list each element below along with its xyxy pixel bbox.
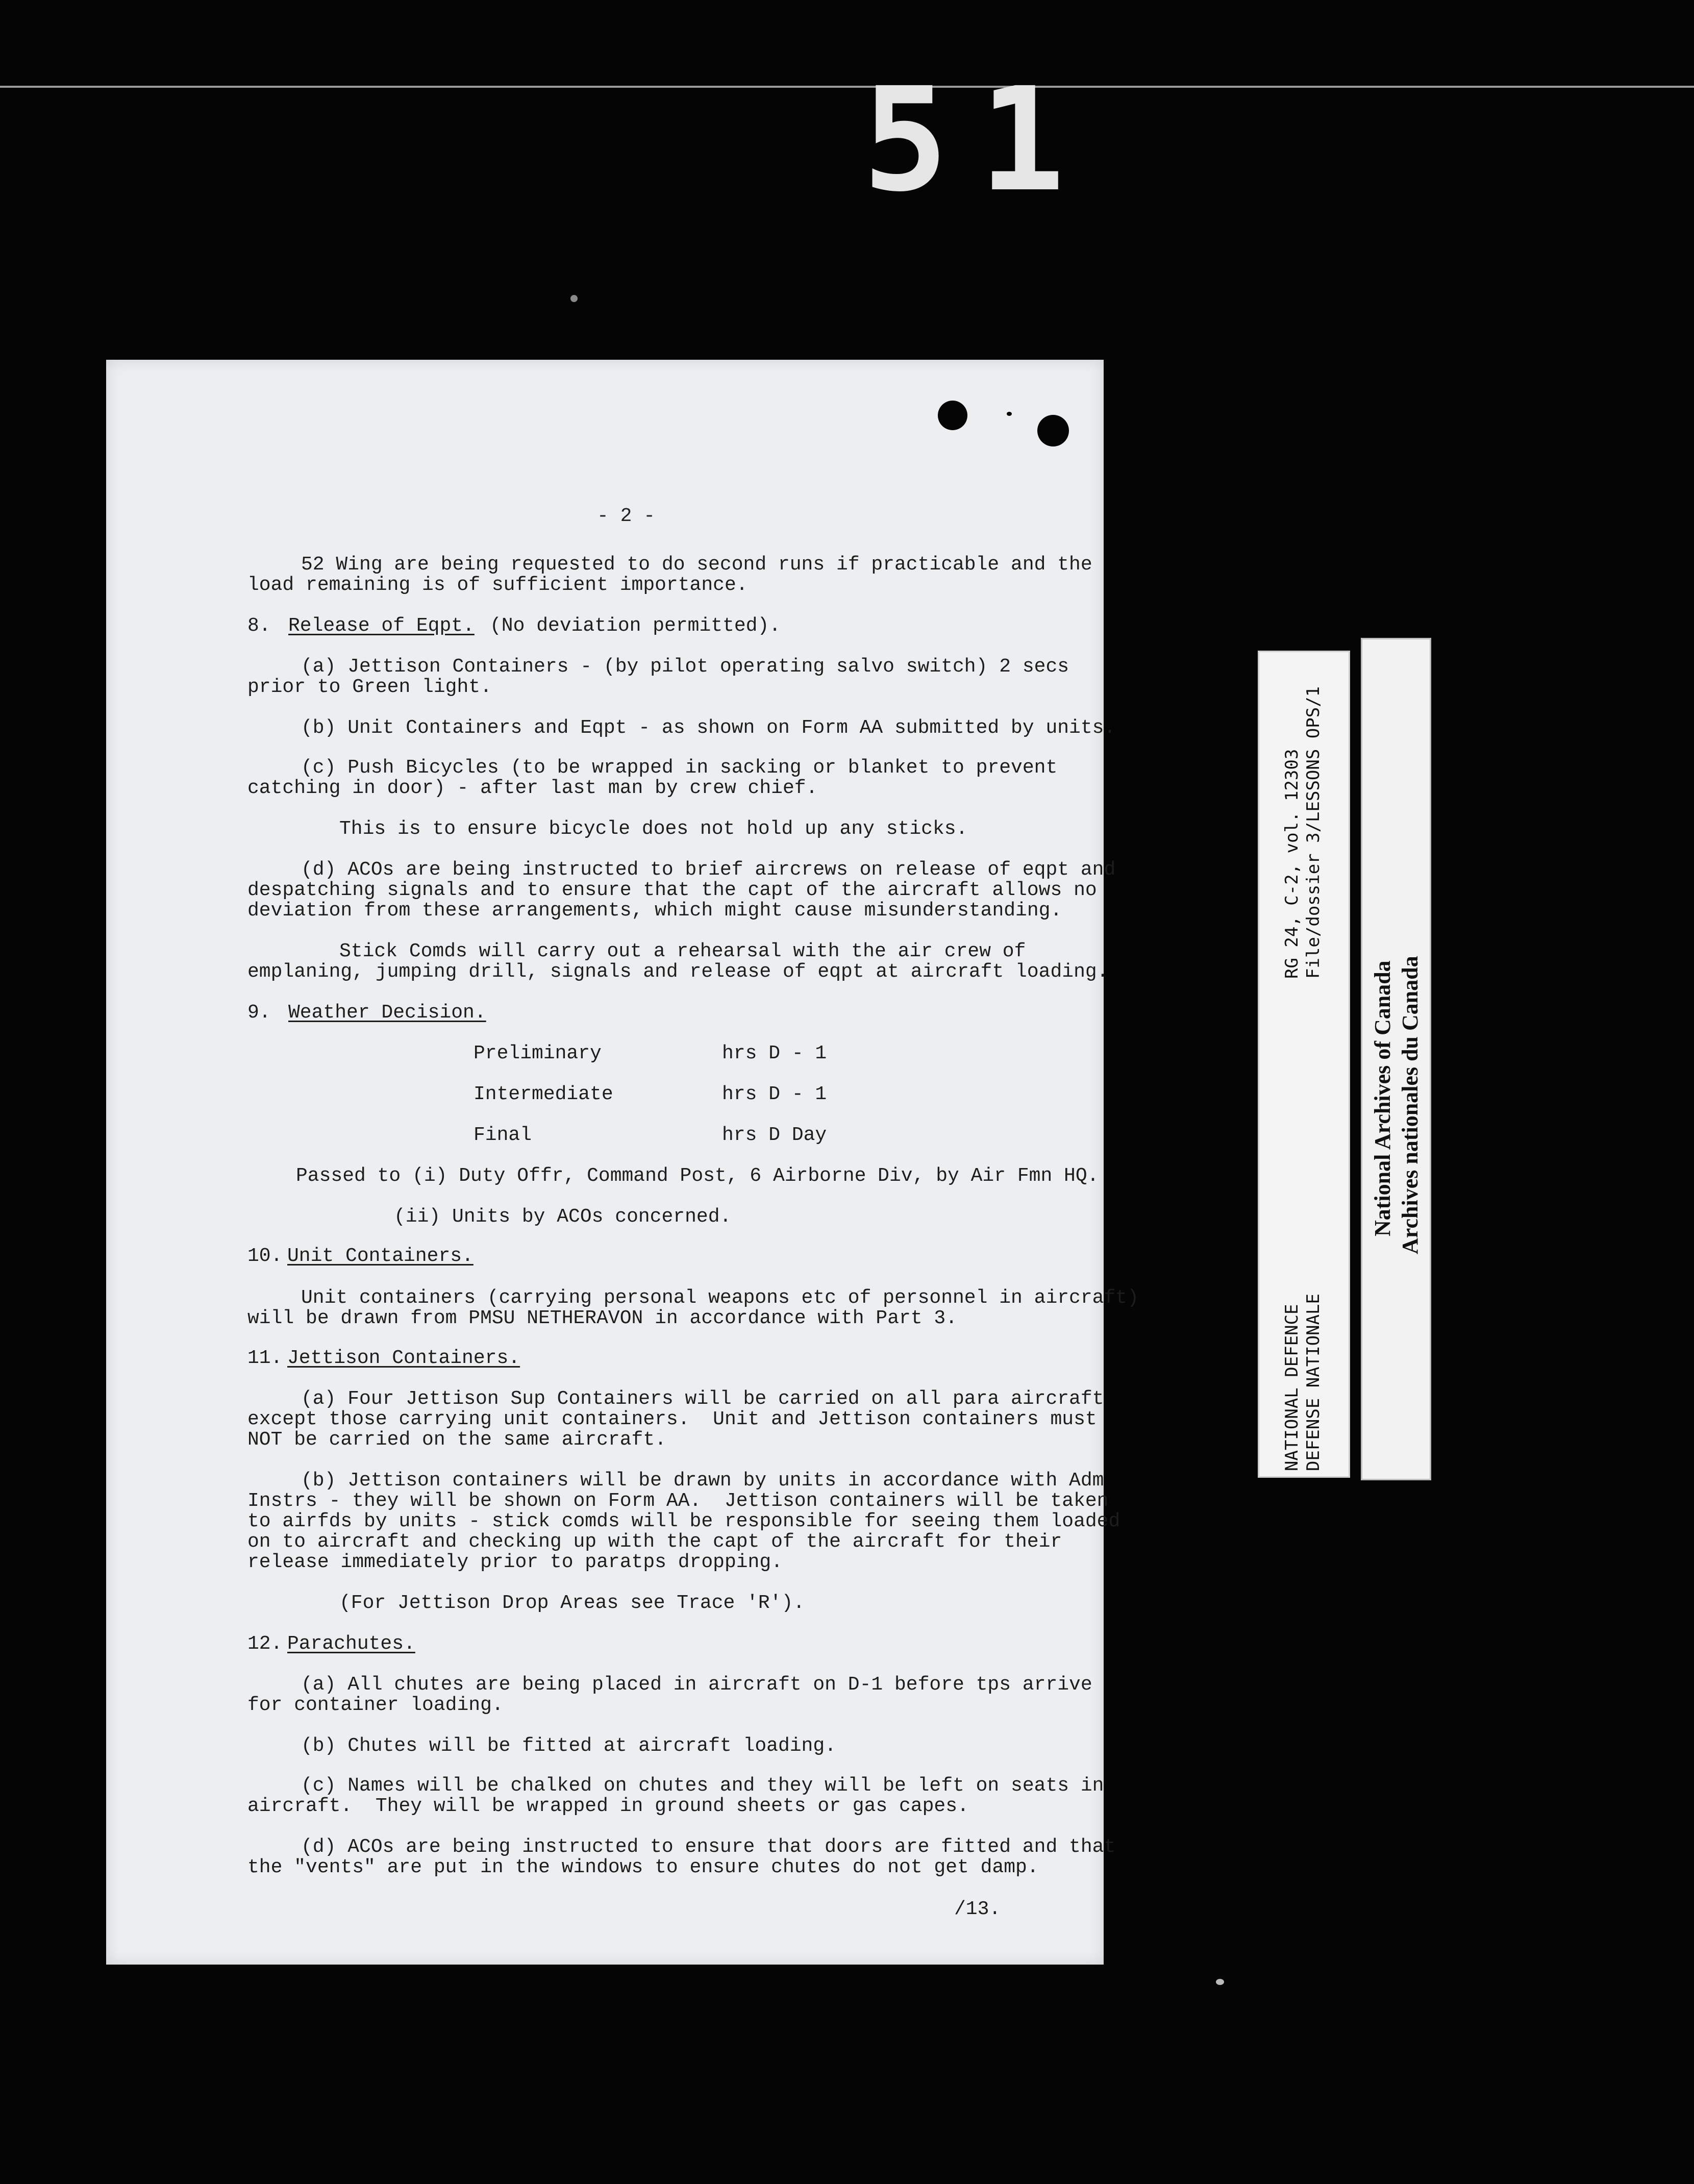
document-line: hrs D Day [722, 1124, 827, 1146]
document-line: Passed to (i) Duty Offr, Command Post, 6 Airborne Div, by Air Fmn HQ. [296, 1165, 1099, 1187]
document-line: (b) Jettison containers will be drawn by units in accordance with Adm [301, 1470, 1104, 1492]
document-line: Weather Decision. [288, 1002, 486, 1024]
document-line: load remaining is of sufficient importance. [247, 574, 748, 596]
document-line: (d) ACOs are being instructed to ensure that doors are fitted and that [301, 1836, 1116, 1858]
archive-label-reference [1258, 651, 1350, 1478]
document-line: the "vents" are put in the windows to ensure chutes do not get damp. [247, 1856, 1039, 1878]
document-line: (d) ACOs are being instructed to brief aircrews on release of eqpt and [301, 859, 1116, 881]
department-fr: DEFENSE NATIONALE [1303, 1294, 1324, 1471]
document-line: for container loading. [247, 1694, 504, 1716]
document-line: will be drawn from PMSU NETHERAVON in accordance with Part 3. [247, 1307, 958, 1329]
document-line: 11. [247, 1347, 283, 1369]
document-line: release immediately prior to paratps dropping. [247, 1551, 783, 1573]
archives-name-fr: Archives nationales du Canada [1398, 956, 1423, 1254]
page-number: - 2 - [597, 505, 656, 527]
document-line: (a) All chutes are being placed in aircraft on D-1 before tps arrive [301, 1674, 1092, 1696]
document-line: (c) Push Bicycles (to be wrapped in sacking or blanket to prevent [301, 757, 1058, 779]
document-line: catching in door) - after last man by crew chief. [247, 777, 818, 799]
document-line: NOT be carried on the same aircraft. [247, 1429, 666, 1451]
document-line: (No deviation permitted). [490, 615, 781, 637]
document-line: (ii) Units by ACOs concerned. [394, 1206, 732, 1228]
document-line: hrs D - 1 [722, 1083, 827, 1105]
document-line: Jettison Containers. [287, 1347, 520, 1369]
document-line: Unit Containers. [287, 1245, 474, 1267]
document-line: prior to Green light. [247, 676, 492, 698]
document-line: 10. [247, 1245, 283, 1267]
document-line: (a) Jettison Containers - (by pilot operating salvo switch) 2 secs [301, 656, 1069, 678]
document-line: hrs D - 1 [722, 1043, 827, 1064]
document-line: 52 Wing are being requested to do second runs if practicable and the [301, 554, 1092, 576]
archives-name-en: National Archives of Canada [1370, 960, 1395, 1236]
document-line: (b) Unit Containers and Eqpt - as shown on Form AA submitted by units. [301, 717, 1116, 739]
document-line: Preliminary [474, 1043, 602, 1064]
document-line: Release of Eqpt. [288, 615, 475, 637]
document-line: (For Jettison Drop Areas see Trace 'R'). [339, 1592, 805, 1614]
department-en: NATIONAL DEFENCE [1282, 1304, 1302, 1471]
document-line: Final [474, 1124, 532, 1146]
document-line: (b) Chutes will be fitted at aircraft loading. [301, 1735, 836, 1757]
archive-file: File/dossier 3/LESSONS OPS/1 [1303, 686, 1324, 979]
document-line: Parachutes. [287, 1633, 415, 1655]
document-line: Instrs - they will be shown on Form AA. Jettison containers will be taken [247, 1490, 1109, 1512]
document-line: Intermediate [474, 1083, 613, 1105]
archive-label-institution [1361, 638, 1431, 1480]
document-line: emplaning, jumping drill, signals and release of eqpt at aircraft loading. [247, 961, 1109, 983]
document-line: /13. [954, 1898, 1001, 1920]
document-line: on to aircraft and checking up with the capt of the aircraft for their [247, 1531, 1062, 1553]
document-line: (c) Names will be chalked on chutes and they will be left on seats in [301, 1775, 1104, 1797]
document-line: except those carrying unit containers. Unit and Jettison containers must [247, 1408, 1097, 1430]
document-line: Unit containers (carrying personal weapons etc of personnel in aircraft) [301, 1287, 1139, 1309]
document-line: aircraft. They will be wrapped in ground sheets or gas capes. [247, 1795, 969, 1817]
document-line: 9. [247, 1002, 271, 1024]
document-line: Stick Comds will carry out a rehearsal with the air crew of [339, 940, 1026, 962]
document-line: deviation from these arrangements, which might cause misunderstanding. [247, 900, 1062, 922]
frame-number: 51 [862, 57, 1096, 224]
document-line: 8. [247, 615, 271, 637]
document-line: despatching signals and to ensure that the capt of the aircraft allows no [247, 879, 1097, 901]
document-line: (a) Four Jettison Sup Containers will be carried on all para aircraft [301, 1388, 1104, 1410]
document-line: to airfds by units - stick comds will be responsible for seeing them loaded [247, 1510, 1120, 1532]
document-line: 12. [247, 1633, 283, 1655]
archive-reference: RG 24, C-2, vol. 12303 [1282, 749, 1302, 979]
document-line: This is to ensure bicycle does not hold up any sticks. [339, 818, 968, 840]
